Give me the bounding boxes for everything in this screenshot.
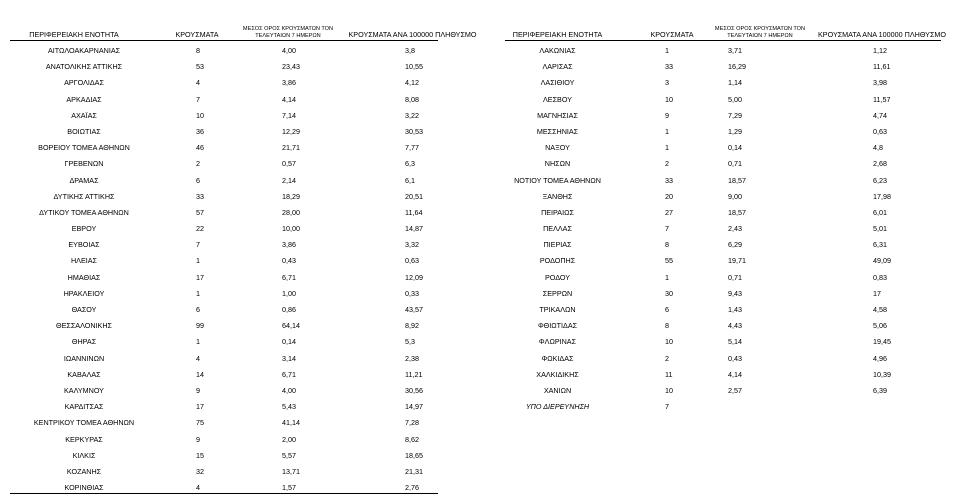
table-row [505, 268, 941, 284]
cell-region: ΧΑΛΚΙΔΙΚΗΣ [536, 369, 579, 379]
table-row [505, 316, 941, 332]
table-row [505, 122, 941, 138]
cell-per100k: 6,31 [873, 240, 887, 250]
cell-per100k: 2,38 [405, 353, 419, 363]
cell-cases: 8 [196, 46, 200, 55]
cell-avg: 4,14 [282, 94, 296, 104]
cell-per100k: 8,08 [405, 94, 419, 104]
table-row [505, 300, 941, 316]
cell-region: ΤΡΙΚΑΛΩΝ [539, 305, 576, 314]
cell-region: ΛΑΡΙΣΑΣ [542, 62, 573, 72]
cell-region: ΡΟΔΟΥ [544, 272, 571, 282]
header-avg-line2: ΤΕΛΕΥΤΑΙΩΝ 7 ΗΜΕΡΩΝ [727, 32, 793, 39]
cell-per100k: 43,57 [405, 305, 423, 314]
cell-per100k: 30,53 [405, 126, 423, 136]
cell-cases: 15 [196, 450, 204, 460]
cell-avg: 6,29 [728, 240, 742, 250]
cell-region: ΘΑΣΟΥ [71, 305, 97, 314]
cell-avg: 0,71 [728, 159, 742, 169]
cell-avg: 4,00 [282, 385, 296, 395]
table-row [10, 187, 438, 203]
table-header [505, 22, 946, 41]
table-row [10, 284, 438, 300]
cell-avg: 7,14 [282, 110, 296, 120]
cell-region: ΜΕΣΣΗΝΙΑΣ [536, 126, 579, 136]
header-avg [238, 26, 338, 39]
header-avg-line2: ΤΕΛΕΥΤΑΙΩΝ 7 ΗΜΕΡΩΝ [255, 32, 321, 39]
cell-region: ΧΑΝΙΩΝ [543, 385, 572, 395]
cell-region: ΑΡΓΟΛΙΔΑΣ [64, 78, 104, 88]
cell-avg: 3,14 [282, 353, 296, 363]
cell-avg: 28,00 [282, 207, 300, 217]
cell-cases: 32 [196, 466, 204, 476]
table-row [505, 203, 941, 219]
cell-region: ΘΕΣΣΑΛΟΝΙΚΗΣ [56, 321, 112, 331]
cell-per100k: 17 [873, 288, 881, 298]
cell-per100k: 0,63 [405, 256, 419, 266]
table-row [505, 284, 941, 300]
cell-avg: 0,57 [282, 159, 296, 169]
table-row [505, 57, 941, 73]
header-cases: ΚΡΟΥΣΜΑΤΑ [175, 30, 219, 39]
cell-per100k: 5,06 [873, 321, 887, 331]
cell-region: ΗΜΑΘΙΑΣ [67, 272, 101, 282]
header-region: ΠΕΡΙΦΕΡΕΙΑΚΗ ΕΝΟΤΗΤΑ [512, 30, 603, 39]
cell-avg: 5,43 [282, 402, 296, 412]
cell-per100k: 18,65 [405, 450, 423, 460]
cell-cases: 1 [665, 272, 669, 282]
cell-per100k: 49,09 [873, 256, 891, 266]
cell-cases: 1 [665, 46, 669, 55]
header-avg [710, 26, 810, 39]
table-row [10, 138, 438, 154]
table-row [10, 332, 438, 348]
cell-avg: 16,29 [728, 62, 746, 72]
cell-avg: 4,43 [728, 321, 742, 331]
cell-avg: 5,57 [282, 450, 296, 460]
cell-region: ΘΗΡΑΣ [71, 337, 97, 347]
cell-region: ΑΧΑΪΑΣ [71, 110, 97, 120]
table-row [505, 41, 941, 57]
table-row [10, 219, 438, 235]
cell-per100k: 4,96 [873, 353, 887, 363]
table-row [10, 41, 438, 57]
cell-cases: 75 [196, 418, 204, 428]
cell-region: ΚΑΡΔΙΤΣΑΣ [64, 402, 104, 412]
cell-region: ΔΥΤΙΚΟΥ ΤΟΜΕΑ ΑΘΗΝΩΝ [39, 207, 129, 217]
cell-avg: 1,14 [728, 78, 742, 88]
table-row [10, 106, 438, 122]
cell-cases: 53 [196, 62, 204, 72]
cell-cases: 30 [665, 288, 673, 298]
table-row [505, 332, 941, 348]
cell-cases: 1 [665, 126, 669, 136]
bottom-rule [10, 493, 438, 494]
cell-region: ΔΡΑΜΑΣ [69, 175, 99, 185]
cell-per100k: 0,63 [873, 126, 887, 136]
cell-per100k: 1,12 [873, 46, 887, 55]
header-region: ΠΕΡΙΦΕΡΕΙΑΚΗ ΕΝΟΤΗΤΑ [29, 30, 119, 39]
cell-region: ΠΕΙΡΑΙΩΣ [541, 207, 574, 217]
cell-cases: 1 [196, 337, 200, 347]
table-row [10, 397, 438, 413]
cell-cases: 36 [196, 126, 204, 136]
cell-avg: 1,43 [728, 305, 742, 314]
cell-per100k: 11,64 [405, 207, 423, 217]
table-row [10, 349, 438, 365]
cell-per100k: 30,56 [405, 385, 423, 395]
cell-cases: 4 [196, 353, 200, 363]
cell-avg: 12,29 [282, 126, 300, 136]
table-row [10, 57, 438, 73]
table-row [10, 462, 438, 478]
table-row [505, 349, 941, 365]
cell-region: ΝΑΞΟΥ [545, 143, 570, 153]
cell-cases: 33 [665, 62, 673, 72]
cell-region: ΠΙΕΡΙΑΣ [543, 240, 572, 250]
cell-cases: 7 [665, 224, 669, 234]
cell-cases: 2 [196, 159, 200, 169]
header-per100k: ΚΡΟΥΣΜΑΤΑ ΑΝΑ 100000 ΠΛΗΘΥΣΜΟ [348, 30, 477, 39]
cell-avg: 2,57 [728, 385, 742, 395]
cell-per100k: 10,55 [405, 62, 423, 72]
cell-cases: 9 [196, 434, 200, 444]
right-table-body [505, 41, 941, 413]
table-row [10, 381, 438, 397]
cell-avg: 10,00 [282, 224, 300, 234]
cell-cases: 10 [196, 110, 204, 120]
table-row [10, 268, 438, 284]
table-row [10, 430, 438, 446]
cell-avg: 3,71 [728, 46, 742, 55]
cell-avg: 19,71 [728, 256, 746, 266]
cell-region: ΗΡΑΚΛΕΙΟΥ [63, 288, 105, 298]
cell-region: ΕΥΒΟΙΑΣ [68, 240, 100, 250]
table-row [505, 381, 941, 397]
cell-region: ΛΑΚΩΝΙΑΣ [539, 46, 576, 55]
table-row [10, 251, 438, 267]
cell-region: ΑΝΑΤΟΛΙΚΗΣ ΑΤΤΙΚΗΣ [45, 62, 123, 72]
table-row [505, 251, 941, 267]
cell-region: ΓΡΕΒΕΝΩΝ [64, 159, 104, 169]
cell-region: ΣΕΡΡΩΝ [542, 288, 573, 298]
table-row [10, 413, 438, 429]
table-row [505, 235, 941, 251]
cell-region: ΚΟΖΑΝΗΣ [66, 466, 102, 476]
cell-cases: 22 [196, 224, 204, 234]
cell-cases: 4 [196, 483, 200, 493]
cell-per100k: 6,01 [873, 207, 887, 217]
cell-cases: 6 [665, 305, 669, 314]
cell-avg: 18,29 [282, 191, 300, 201]
cell-region: ΥΠΟ ΔΙΕΡΕΥΝΗΣΗ [525, 402, 590, 412]
table-row [505, 219, 941, 235]
cell-region: ΜΑΓΝΗΣΙΑΣ [537, 110, 578, 120]
cell-avg: 2,14 [282, 175, 296, 185]
cell-cases: 1 [196, 256, 200, 266]
cell-cases: 8 [665, 321, 669, 331]
header-per100k: ΚΡΟΥΣΜΑΤΑ ΑΝΑ 100000 ΠΛΗΘΥΣΜΟ [818, 30, 946, 39]
cell-region: ΚΕΝΤΡΙΚΟΥ ΤΟΜΕΑ ΑΘΗΝΩΝ [33, 418, 135, 428]
cell-cases: 2 [665, 159, 669, 169]
cell-cases: 10 [665, 385, 673, 395]
cell-avg: 6,71 [282, 369, 296, 379]
table-row [10, 446, 438, 462]
cell-cases: 1 [665, 143, 669, 153]
cell-avg: 5,00 [728, 94, 742, 104]
cell-per100k: 0,83 [873, 272, 887, 282]
cell-region: ΦΛΩΡΙΝΑΣ [538, 337, 577, 347]
cell-per100k: 7,28 [405, 418, 419, 428]
cell-per100k: 3,22 [405, 110, 419, 120]
header-cases: ΚΡΟΥΣΜΑΤΑ [650, 30, 694, 39]
cell-avg: 1,57 [282, 483, 296, 493]
table-row [10, 478, 438, 494]
cell-per100k: 2,76 [405, 483, 419, 493]
cell-avg: 0,14 [728, 143, 742, 153]
table-row [10, 300, 438, 316]
left-table-body [10, 41, 438, 494]
table-row [10, 203, 438, 219]
cell-cases: 99 [196, 321, 204, 331]
cell-cases: 46 [196, 143, 204, 153]
cell-per100k: 6,23 [873, 175, 887, 185]
cell-avg: 4,14 [728, 369, 742, 379]
cell-per100k: 20,51 [405, 191, 423, 201]
cell-cases: 9 [665, 110, 669, 120]
cell-per100k: 3,32 [405, 240, 419, 250]
cell-per100k: 3,8 [405, 46, 415, 55]
cell-per100k: 5,01 [873, 224, 887, 234]
cell-cases: 1 [196, 288, 200, 298]
cell-cases: 33 [196, 191, 204, 201]
cell-region: ΚΙΛΚΙΣ [72, 450, 96, 460]
cell-avg: 13,71 [282, 466, 300, 476]
cell-cases: 6 [196, 305, 200, 314]
cell-region: ΙΩΑΝΝΙΝΩΝ [63, 353, 105, 363]
cell-per100k: 4,74 [873, 110, 887, 120]
cell-avg: 18,57 [728, 175, 746, 185]
cell-avg: 41,14 [282, 418, 300, 428]
cell-avg: 1,00 [282, 288, 296, 298]
cell-cases: 33 [665, 175, 673, 185]
left-table [10, 22, 477, 494]
cell-avg: 4,00 [282, 46, 296, 55]
table-row [10, 235, 438, 251]
table-row [10, 73, 438, 89]
cell-per100k: 11,61 [873, 62, 891, 72]
cell-avg: 7,29 [728, 110, 742, 120]
cell-cases: 6 [196, 175, 200, 185]
cell-avg: 64,14 [282, 321, 300, 331]
cell-region: ΕΒΡΟΥ [71, 224, 97, 234]
cell-per100k: 7,77 [405, 143, 419, 153]
table-row [10, 122, 438, 138]
cell-cases: 2 [665, 353, 669, 363]
cell-avg: 0,43 [728, 353, 742, 363]
cell-per100k: 0,33 [405, 288, 419, 298]
cell-avg: 2,00 [282, 434, 296, 444]
cell-per100k: 4,8 [873, 143, 883, 153]
cell-region: ΒΟΡΕΙΟΥ ΤΟΜΕΑ ΑΘΗΝΩΝ [38, 143, 130, 153]
cell-cases: 8 [665, 240, 669, 250]
cell-cases: 17 [196, 272, 204, 282]
cell-avg: 0,43 [282, 256, 296, 266]
table-row [505, 73, 941, 89]
cell-per100k: 11,57 [873, 94, 891, 104]
cell-cases: 27 [665, 207, 673, 217]
cell-avg: 9,43 [728, 288, 742, 298]
table-row [10, 154, 438, 170]
cell-region: ΒΟΙΩΤΙΑΣ [67, 126, 101, 136]
cell-region: ΗΛΕΙΑΣ [70, 256, 98, 266]
cell-region: ΛΕΣΒΟΥ [543, 94, 572, 104]
cell-cases: 7 [196, 94, 200, 104]
table-row [10, 316, 438, 332]
cell-cases: 57 [196, 207, 204, 217]
cell-region: ΠΕΛΛΑΣ [543, 224, 572, 234]
cell-per100k: 6,1 [405, 175, 415, 185]
table-row [505, 397, 941, 413]
table-row [505, 106, 941, 122]
table-row [505, 187, 941, 203]
cell-region: ΑΙΤΩΛΟΑΚΑΡΝΑΝΙΑΣ [47, 46, 121, 55]
header-avg-line1: ΜΕΣΟΣ ΟΡΟΣ ΚΡΟΥΣΜΑΤΩΝ ΤΟΝ [242, 26, 334, 32]
cell-per100k: 8,62 [405, 434, 419, 444]
cell-per100k: 6,3 [405, 159, 415, 169]
cell-per100k: 14,97 [405, 402, 423, 412]
table-row [505, 154, 941, 170]
cell-avg: 0,86 [282, 305, 296, 314]
cell-avg: 1,29 [728, 126, 742, 136]
cell-region: ΦΩΚΙΔΑΣ [541, 353, 574, 363]
table-header [10, 22, 477, 41]
cell-per100k: 4,12 [405, 78, 419, 88]
cell-per100k: 17,98 [873, 191, 891, 201]
cell-per100k: 14,87 [405, 224, 423, 234]
cell-avg: 3,86 [282, 240, 296, 250]
cell-per100k: 11,21 [405, 369, 423, 379]
cell-region: ΔΥΤΙΚΗΣ ΑΤΤΙΚΗΣ [53, 191, 115, 201]
cell-cases: 9 [196, 385, 200, 395]
right-table [505, 22, 946, 413]
cell-per100k: 19,45 [873, 337, 891, 347]
cell-cases: 20 [665, 191, 673, 201]
cell-avg: 18,57 [728, 207, 746, 217]
cell-region: ΚΟΡΙΝΘΙΑΣ [64, 483, 104, 493]
cell-avg: 23,43 [282, 62, 300, 72]
table-row [505, 90, 941, 106]
cell-per100k: 4,58 [873, 305, 887, 314]
cell-region: ΝΟΤΙΟΥ ΤΟΜΕΑ ΑΘΗΝΩΝ [514, 175, 601, 185]
table-row [10, 90, 438, 106]
cell-region: ΑΡΚΑΔΙΑΣ [66, 94, 102, 104]
cell-avg: 21,71 [282, 143, 300, 153]
cell-avg: 2,43 [728, 224, 742, 234]
cell-avg: 0,14 [282, 337, 296, 347]
cell-per100k: 6,39 [873, 385, 887, 395]
table-row [505, 138, 941, 154]
cell-per100k: 12,09 [405, 272, 423, 282]
table-row [505, 171, 941, 187]
cell-cases: 10 [665, 94, 673, 104]
cell-cases: 7 [196, 240, 200, 250]
cell-cases: 55 [665, 256, 673, 266]
cell-cases: 10 [665, 337, 673, 347]
cell-region: ΚΑΒΑΛΑΣ [67, 369, 101, 379]
cell-region: ΡΟΔΟΠΗΣ [539, 256, 576, 266]
cell-region: ΞΑΝΘΗΣ [542, 191, 573, 201]
cell-per100k: 3,98 [873, 78, 887, 88]
cell-region: ΝΗΣΩΝ [544, 159, 571, 169]
cell-avg: 3,86 [282, 78, 296, 88]
cell-avg: 0,71 [728, 272, 742, 282]
table-row [10, 171, 438, 187]
cell-per100k: 10,39 [873, 369, 891, 379]
cell-cases: 7 [665, 402, 669, 412]
cell-per100k: 8,92 [405, 321, 419, 331]
cell-avg: 9,00 [728, 191, 742, 201]
cell-per100k: 21,31 [405, 466, 423, 476]
cell-cases: 17 [196, 402, 204, 412]
table-row [10, 365, 438, 381]
header-avg-line1: ΜΕΣΟΣ ΟΡΟΣ ΚΡΟΥΣΜΑΤΩΝ ΤΟΝ [714, 26, 806, 32]
cell-cases: 11 [665, 369, 673, 379]
cell-per100k: 5,3 [405, 337, 415, 347]
cell-region: ΛΑΣΙΘΙΟΥ [540, 78, 575, 88]
cell-avg: 5,14 [728, 337, 742, 347]
cell-region: ΦΘΙΩΤΙΔΑΣ [537, 321, 578, 331]
cell-cases: 3 [665, 78, 669, 88]
cell-cases: 4 [196, 78, 200, 88]
cell-avg: 6,71 [282, 272, 296, 282]
cell-region: ΚΑΛΥΜΝΟΥ [64, 385, 104, 395]
cell-cases: 14 [196, 369, 204, 379]
cell-per100k: 2,68 [873, 159, 887, 169]
table-row [505, 365, 941, 381]
cell-region: ΚΕΡΚΥΡΑΣ [65, 434, 103, 444]
